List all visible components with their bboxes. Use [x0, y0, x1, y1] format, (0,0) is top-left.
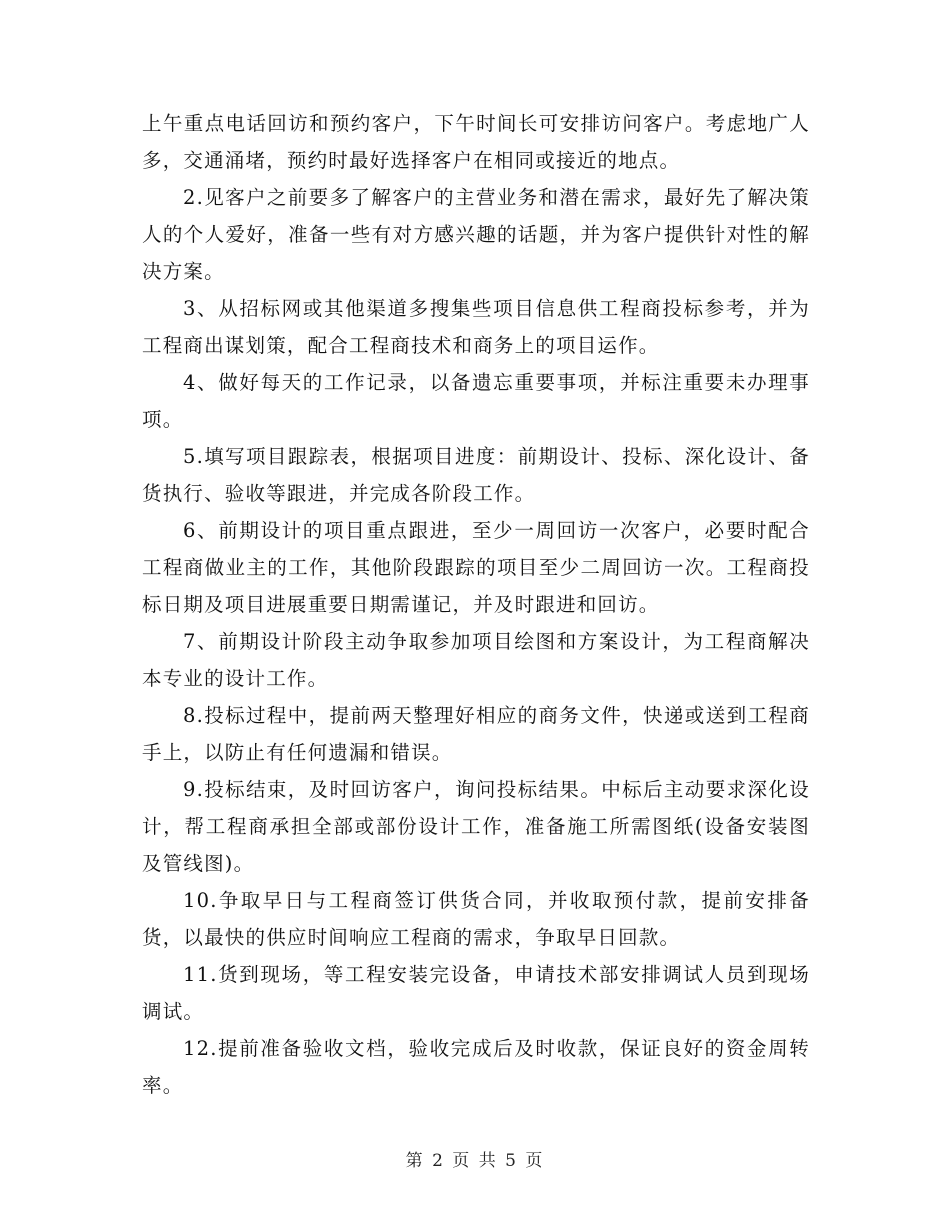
page-number-footer: 第 2 页 共 5 页 [405, 1151, 545, 1171]
paragraph-item-4: 4、做好每天的工作记录，以备遗忘重要事项，并标注重要未办理事项。 [142, 371, 810, 431]
paragraph-item-12: 12.提前准备验收文档，验收完成后及时收款，保证良好的资金周转率。 [142, 1037, 810, 1097]
paragraph-item-11: 11.货到现场，等工程安装完设备，申请技术部安排调试人员到现场调试。 [142, 963, 810, 1023]
paragraph-item-6: 6、前期设计的项目重点跟进，至少一周回访一次客户，必要时配合工程商做业主的工作，其他阶段跟踪的项目至少二周回访一次。工程商投标日期及项目进展重要日期需谨记，并及时跟进和回访。 [142, 519, 810, 616]
paragraph-item-8: 8.投标过程中，提前两天整理好相应的商务文件，快递或送到工程商手上，以防止有任何遗漏和错误。 [142, 704, 810, 764]
paragraph-item-3: 3、从招标网或其他渠道多搜集些项目信息供工程商投标参考，并为工程商出谋划策，配合工程商技术和商务上的项目运作。 [142, 297, 810, 357]
document-body [142, 105, 810, 1104]
paragraph-item-10: 10.争取早日与工程商签订供货合同，并收取预付款，提前安排备货，以最快的供应时间响应工程商的需求，争取早日回款。 [142, 889, 810, 949]
paragraph-continuation: 上午重点电话回访和预约客户，下午时间长可安排访问客户。考虑地广人多，交通涌堵，预约时最好选择客户在相同或接近的地点。 [142, 112, 810, 172]
paragraph-item-7: 7、前期设计阶段主动争取参加项目绘图和方案设计，为工程商解决本专业的设计工作。 [142, 630, 810, 690]
paragraph-item-9: 9.投标结束，及时回访客户，询问投标结果。中标后主动要求深化设计，帮工程商承担全部或部份设计工作，准备施工所需图纸(设备安装图及管线图)。 [142, 778, 810, 875]
paragraph-item-5: 5.填写项目跟踪表，根据项目进度：前期设计、投标、深化设计、备货执行、验收等跟进，并完成各阶段工作。 [142, 445, 810, 505]
paragraph-item-2: 2.见客户之前要多了解客户的主营业务和潜在需求，最好先了解决策人的个人爱好，准备一些有对方感兴趣的话题，并为客户提供针对性的解决方案。 [142, 186, 810, 283]
